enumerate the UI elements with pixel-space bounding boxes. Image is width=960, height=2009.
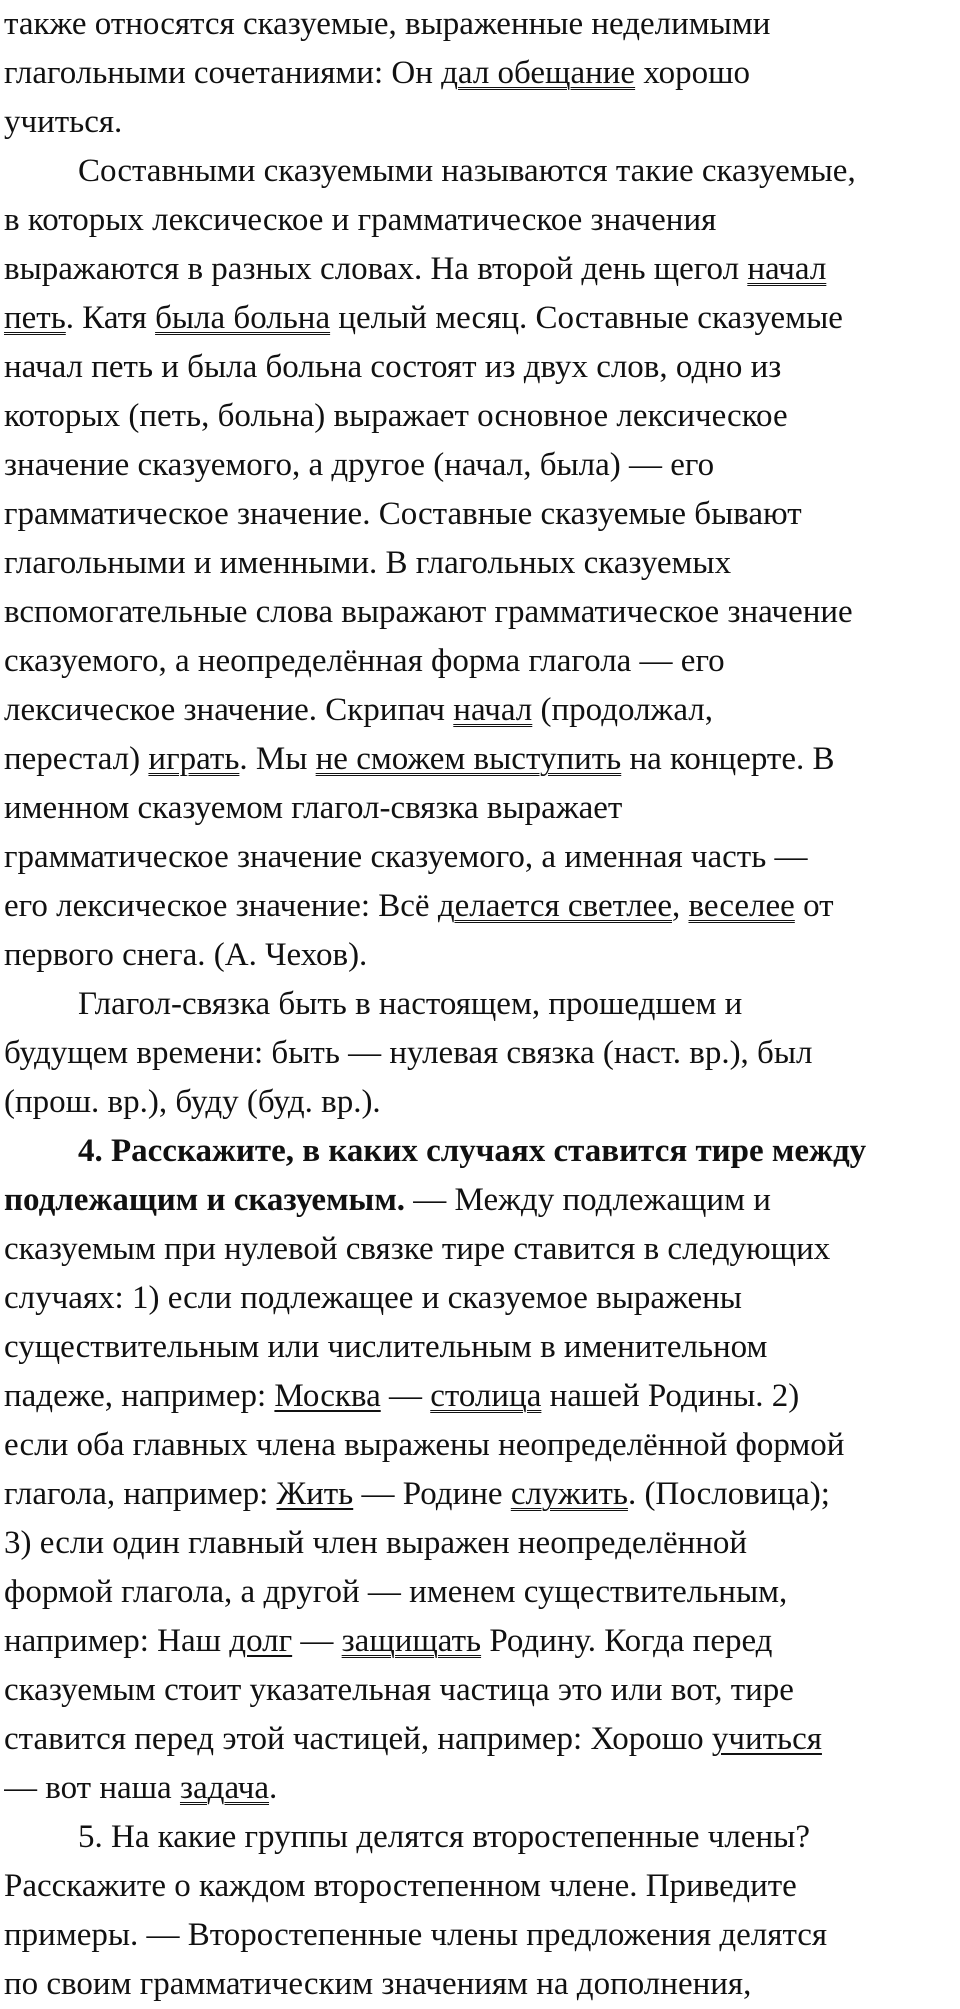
predicate-underlined-text: веселее: [688, 888, 795, 924]
text-line: [4, 49, 956, 98]
text-line: [4, 1519, 956, 1568]
text-segment: ставится перед этой частицей, например: Хорошо: [4, 1721, 712, 1757]
text-line: [4, 735, 956, 784]
text-segment: которых (петь, больна) выражает основное лексическое: [4, 398, 788, 434]
bold-question-text: подлежащим и сказуемым.: [4, 1182, 406, 1218]
text-segment: —: [292, 1623, 342, 1659]
text-line: [4, 1715, 956, 1764]
text-segment: целый месяц. Составные сказуемые: [330, 300, 843, 336]
text-line: [4, 1274, 956, 1323]
text-segment: . Катя: [65, 300, 156, 336]
text-segment: примеры. — Второстепенные члены предложения делятся: [4, 1917, 828, 1953]
predicate-underlined-text: делается светлее: [437, 888, 672, 924]
text-line: [4, 1078, 956, 1127]
text-segment: хорошо: [635, 55, 750, 91]
text-segment: именном сказуемом глагол-связка выражает: [4, 790, 623, 826]
text-segment: падеже, например:: [4, 1378, 275, 1414]
text-line: [4, 1617, 956, 1666]
text-segment: выражаются в разных словах. На второй день щегол: [4, 251, 748, 287]
text-segment: глагола, например:: [4, 1476, 277, 1512]
text-line: [4, 882, 956, 931]
predicate-underlined-text: была больна: [155, 300, 331, 336]
subject-underlined-text: Жить: [276, 1476, 354, 1512]
predicate-underlined-text: петь: [4, 300, 66, 336]
predicate-underlined-text: не сможем выступить: [315, 741, 622, 777]
text-line: [4, 784, 956, 833]
text-line: [4, 1960, 956, 2009]
text-segment: лексическое значение. Скрипач: [4, 692, 454, 728]
predicate-underlined-text: начал: [747, 251, 827, 287]
text-segment: глагольными сочетаниями: Он: [4, 55, 442, 91]
text-segment: . Мы: [239, 741, 316, 777]
text-segment: .: [269, 1770, 278, 1806]
text-line: [4, 980, 956, 1029]
text-segment: также относятся сказуемые, выраженные неделимыми: [4, 6, 771, 42]
text-segment: по своим грамматическим значениям на дополнения,: [4, 1966, 752, 2002]
text-segment: — Родине: [353, 1476, 511, 1512]
text-segment: грамматическое значение сказуемого, а именная часть —: [4, 839, 808, 875]
text-segment: значение сказуемого, а другое (начал, была) — его: [4, 447, 715, 483]
text-segment: Расскажите о каждом второстепенном члене. Приведите: [4, 1868, 797, 1904]
text-segment: сказуемым при нулевой связке тире ставится в следующих: [4, 1231, 831, 1267]
predicate-underlined-text: играть: [148, 741, 240, 777]
text-line: [4, 1813, 956, 1862]
text-line: [4, 1372, 956, 1421]
predicate-underlined-text: дал обещание: [441, 55, 636, 91]
text-line: [4, 294, 956, 343]
text-segment: 5. На какие группы делятся второстепенные члены?: [78, 1819, 810, 1855]
text-segment: —: [380, 1378, 431, 1414]
text-segment: Глагол-связка быть в настоящем, прошедшем и: [78, 986, 743, 1022]
text-segment: Родину. Когда перед: [481, 1623, 773, 1659]
text-line: [4, 392, 956, 441]
text-segment: сказуемым стоит указательная частица это или вот, тире: [4, 1672, 794, 1708]
text-segment: сказуемого, а неопределённая форма глагола — его: [4, 643, 725, 679]
text-segment: если оба главных члена выражены неопределённой формой: [4, 1427, 845, 1463]
text-line: [4, 1666, 956, 1715]
text-segment: учиться.: [4, 104, 123, 140]
text-line: [4, 1911, 956, 1960]
text-line: [4, 931, 956, 980]
text-segment: перестал): [4, 741, 149, 777]
predicate-underlined-text: защищать: [341, 1623, 482, 1659]
text-segment: — Между подлежащим и: [405, 1182, 771, 1218]
text-segment: существительным или числительным в именительном: [4, 1329, 768, 1365]
text-segment: первого снега. (А. Чехов).: [4, 937, 368, 973]
text-line: [4, 833, 956, 882]
text-line: [4, 1764, 956, 1813]
text-line: [4, 245, 956, 294]
subject-underlined-text: учиться: [711, 1721, 822, 1757]
text-segment: 3) если один главный член выражен неопределённой: [4, 1525, 748, 1561]
text-segment: например: Наш: [4, 1623, 230, 1659]
text-segment: его лексическое значение: Всё: [4, 888, 438, 924]
text-segment: от: [794, 888, 834, 924]
text-segment: (продолжал,: [532, 692, 714, 728]
text-segment: Составными сказуемыми называются такие сказуемые,: [78, 153, 856, 189]
text-segment: нашей Родины. 2): [541, 1378, 800, 1414]
document-page: [4, 0, 956, 2009]
text-line: [4, 588, 956, 637]
text-line: [4, 686, 956, 735]
text-segment: — вот наша: [4, 1770, 180, 1806]
predicate-underlined-text: столица: [430, 1378, 542, 1414]
text-line: [4, 1568, 956, 1617]
text-line: [4, 1421, 956, 1470]
text-segment: начал петь и была больна состоят из двух слов, одно из: [4, 349, 782, 385]
text-line: [4, 1127, 956, 1176]
text-line: [4, 539, 956, 588]
text-segment: . (Пословица);: [627, 1476, 830, 1512]
text-line: [4, 1862, 956, 1911]
predicate-underlined-text: служить: [510, 1476, 628, 1512]
text-segment: в которых лексическое и грамматическое значения: [4, 202, 717, 238]
text-segment: вспомогательные слова выражают грамматическое значение: [4, 594, 853, 630]
text-line: [4, 1029, 956, 1078]
predicate-underlined-text: задача: [179, 1770, 270, 1806]
text-segment: глагольными и именными. В глагольных сказуемых: [4, 545, 732, 581]
text-line: [4, 147, 956, 196]
text-line: [4, 1176, 956, 1225]
text-segment: ,: [671, 888, 689, 924]
text-line: [4, 1470, 956, 1519]
text-line: [4, 441, 956, 490]
text-segment: случаях: 1) если подлежащее и сказуемое выражены: [4, 1280, 742, 1316]
text-line: [4, 0, 956, 49]
text-line: [4, 1323, 956, 1372]
text-line: [4, 98, 956, 147]
text-segment: грамматическое значение. Составные сказуемые бывают: [4, 496, 802, 532]
text-segment: формой глагола, а другой — именем существительным,: [4, 1574, 788, 1610]
subject-underlined-text: Москва: [274, 1378, 381, 1414]
text-line: [4, 1225, 956, 1274]
text-segment: на концерте. В: [621, 741, 835, 777]
text-line: [4, 490, 956, 539]
text-line: [4, 637, 956, 686]
text-line: [4, 343, 956, 392]
predicate-underlined-text: начал: [453, 692, 533, 728]
bold-question-text: 4. Расскажите, в каких случаях ставится тире между: [78, 1133, 867, 1169]
subject-underlined-text: долг: [229, 1623, 293, 1659]
text-segment: будущем времени: быть — нулевая связка (наст. вр.), был: [4, 1035, 813, 1071]
text-line: [4, 196, 956, 245]
text-segment: (прош. вр.), буду (буд. вр.).: [4, 1084, 381, 1120]
